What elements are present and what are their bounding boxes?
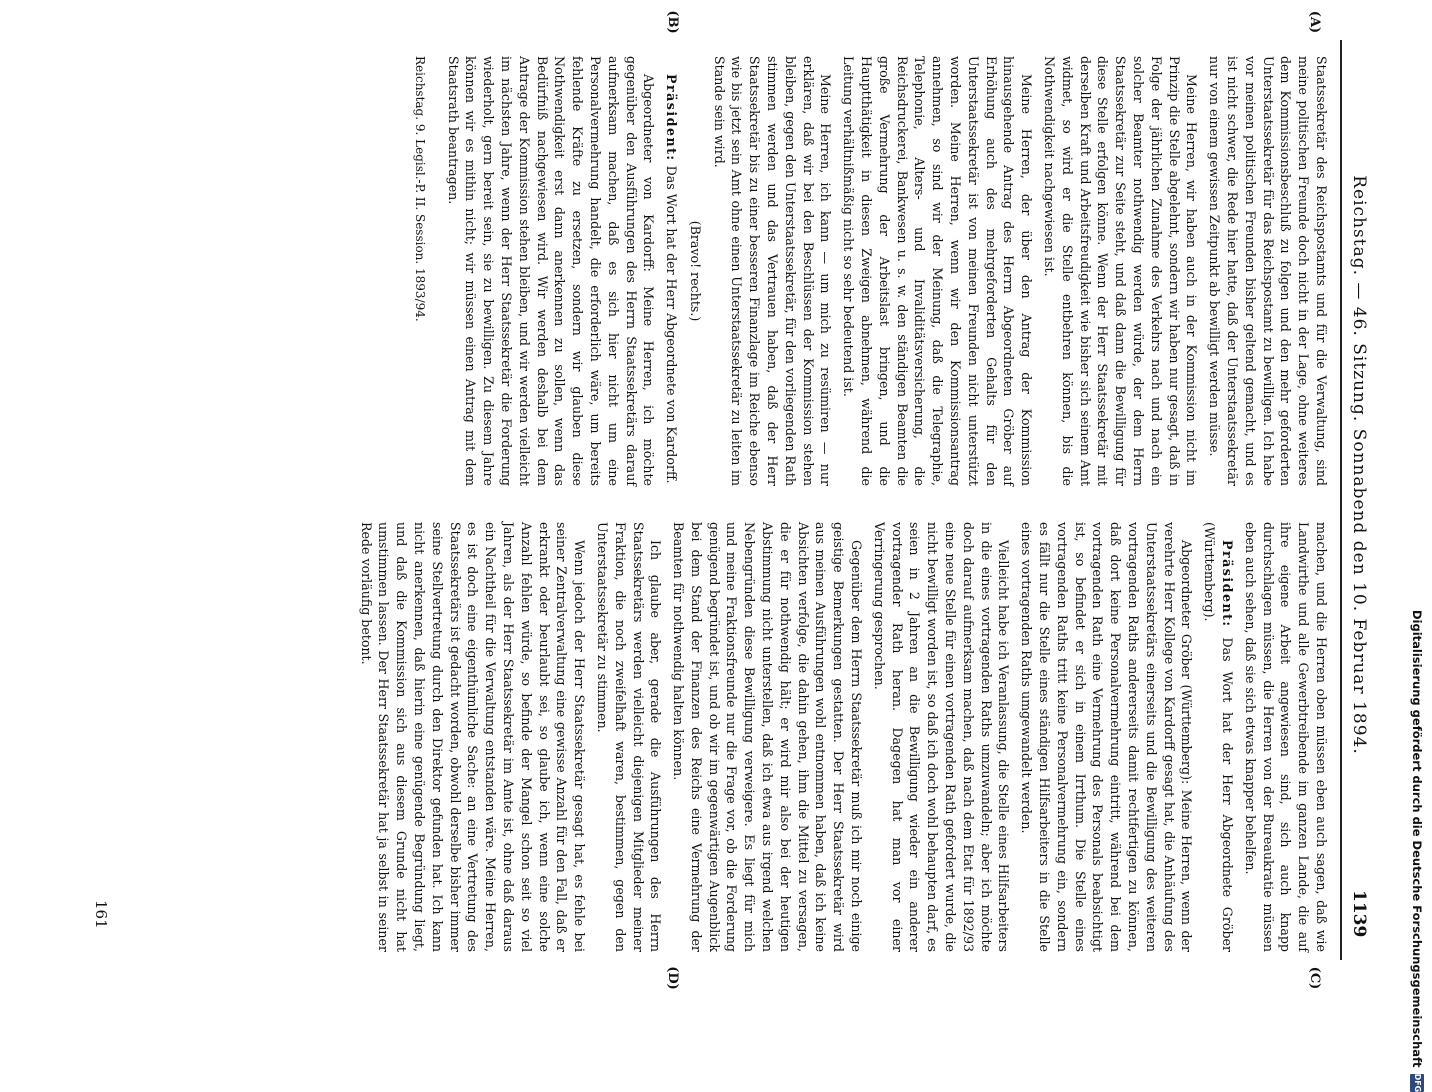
applause-note: (Bravo! rechts.) xyxy=(687,220,703,322)
speaker-label: Präsident: xyxy=(1220,540,1236,628)
margin-letter-c: (C) xyxy=(1307,966,1322,990)
left-paragraph: Meine Herren, ich kann — um mich zu resümiren — nur erklären, daß wir bei den Beschlüssen der Kommission stehen bleiben, gegen den Unterstaatssekretär, für den vorliegenden Rath stimmen werden und das Vertrauen haben, daß der Herr Staatssekretär bis zu einer besseren Finanzlage im Reiche ebenso wie bis jetzt sein Amt ohne einen Unterstaatssekretär zu leiten im Stande sein wird. xyxy=(711,56,834,486)
left-paragraph: Meine Herren, der über den Antrag der Kommission hinausgehende Antrag des Herrn Abgeordneten Gröber auf Erhöhung auch des mehrgeforderten Gehalts für den Unterstaatssekretär ist von meinen Freunden nicht unterstützt worden. Meine Herren, wenn wir den Kommissionsantrag annehmen, so sind wir der Meinung, daß die Telegraphie, Telephonie, Alters- und Invaliditätsversicherung, die Reichsdruckerei, Bankwesen u. s. w. den ständigen Beamten die große Vermehrung der Arbeitslast bringen, und die Hauptthätigkeit in diesen Zweigen abnehmen, während die Leitung verhältnißmäßig nicht so sehr bedeutend ist. xyxy=(841,56,1035,486)
right-paragraph: Vielleicht habe ich Veranlassung, die Stelle eines Hilfsarbeiters in die eines vortragenden Raths umzuwandeln; aber ich möchte doch darauf aufmerksam machen, daß nach dem Etat für 1892/93 eine neue Stelle für einen vortragenden Rath gefordert wurde, die nicht bewilligt worden ist, so daß ich doch wohl behaupten darf, es seien in 2 Jahren an die Bewilligung wieder ein anderer vortragender Rath heran. Dagegen hat man vor einer Verringerung gesprochen. xyxy=(871,522,1012,952)
funding-note xyxy=(1406,610,1428,1092)
right-column xyxy=(150,522,1330,952)
header-title: Reichstag. — 46. Sitzung. Sonnabend den 10. Februar 1894. xyxy=(1349,175,1369,755)
speaker-label: Präsident: xyxy=(664,74,680,162)
funding-strip xyxy=(1402,0,1432,1092)
page-header xyxy=(1344,40,1374,960)
left-paragraph: Staatssekretär des Reichspostamts und für die Verwaltung, sind meine politischen Freunde doch nicht in der Lage, ohne weiteres dem Kommissionsbeschluß zu folgen und den mehr geforderten Unterstaatssekretär für das Reichspostamt zu bewilligen. Ich habe vor meinen politischen Freunden bisher geltend gemacht, und es ist nicht schwer, die Rede hier hatte, daß der Unterstaatssekretär nur von einem gewissen Zeitpunkt ab bewilligt werden müsse. xyxy=(1207,56,1329,486)
header-rule xyxy=(1340,40,1342,960)
president-statement xyxy=(1200,522,1236,952)
margin-letter-a: (A) xyxy=(1307,10,1322,34)
source-line: Reichstag. 9. Legisl.-P. II. Session. 1893/94. xyxy=(412,56,427,322)
margin-letter-d: (D) xyxy=(665,966,680,990)
footer-page-number: 161 xyxy=(92,900,110,929)
left-column xyxy=(150,56,1330,486)
dfg-logo-icon: DFG xyxy=(1410,1074,1424,1092)
right-paragraph: Abgeordneter Gröber (Württemberg): Meine Herren, wenn der verehrte Herr Kollege von Kardorff gesagt hat, die Anhäufung des Unterstaatssekretärs einerseits und die Bewilligung des weiteren vortragenden Raths andererseits damit rechtfertigen zu können, daß dort keine Personalvermehrung eintritt, während bei dem vortragenden Rath eine Vermehrung des Personals beabsichtigt ist, so befindet er sich in einem Irrthum. Die Stelle eines vortragenden Raths tritt keine Personalvermehrung ein, sondern es fällt nur die Stelle eines ständigen Hilfsarbeiters in die Stelle eines vortragenden Raths umgewandelt werden. xyxy=(1019,522,1195,952)
funding-text: Digitalisierung gefördert durch die Deutsche Forschungsgemeinschaft xyxy=(1410,610,1424,1068)
president-text: Das Wort hat der Herr Abgeordnete Gröber (Württemberg). xyxy=(1202,522,1236,952)
right-paragraph: Gegenüber dem Herrn Staatssekretär muß ich mir noch einige geistige Bemerkungen gestatten. Der Herr Staatssekretär wird aus meinen Ausführungen wohl entnommen haben, daß ich keine Absichten verfolge, die dahin gehen, ihm die Mittel zu versagen, die er für nothwendig hält; er wird mir also bei der heutigen Abstimmung nicht unterstellen, daß ich etwa aus irgend welchen Nebengründen diese Bewilligung verweigere. Es liegt für mich und meine Fraktionsfreunde nur die Frage vor, ob die Forderung genügend begründet ist, und ob wir im gegenwärtigen Augenblick bei dem Stand der Finanzen des Reichs eine Vermehrung der Beamten für nothwendig halten können. xyxy=(671,522,865,952)
left-paragraph: Meine Herren, wir haben auch in der Kommission nicht im Prinzip die Stelle abgelehnt, sondern wir haben nur gesagt, daß in Folge der jährlichen Zunahme des Verkehrs nach und nach ein solcher Beamter nothwendig werden würde, der dem Herrn Staatssekretär zur Seite steht, und daß dann die Bewilligung für diese Stelle erfolgen könne. Wenn der Herr Staatssekretär mit derselben Kraft und Arbeitsfreudigkeit wie bisher sich seinem Amt widmet, so wird er die Stelle entbehren können, bis die Nothwendigkeit nachgewiesen ist. xyxy=(1042,56,1200,486)
president-text: Das Wort hat der Herr Abgeordnete von Kardorff. xyxy=(664,165,680,484)
right-paragraph: Wenn jedoch der Herr Staatssekretär gesagt hat, es fehle bei seiner Zentralverwaltung eine gewisse Anzahl für den Fall, daß er erkrankt oder beurlaubt sei, so glaube ich, wenn eine solche Anzahl fehlen würde, so befinde der Mangel schon seit so viel Jahren, als der Herr Staatssekretär im Amte ist, ohne daß daraus ein Nachtheil für die Verwaltung entstanden wäre. Meine Herren, es ist doch eine eigenthümliche Sache: an eine Vertretung des Staatssekretärs ist gedacht worden, obwohl derselbe bisher immer seine Stellvertretung durch den Direktor gefunden hat. Ich kann nicht anerkennen, daß hierin eine genügende Begründung liegt, und daß die Kommission sich aus diesem Grunde nicht hat umstimmen lassen. Der Herr Staatssekretär hat ja selbst in seiner Rede vorläufig betont. xyxy=(358,522,588,952)
header-page-number: 1139 xyxy=(1349,890,1369,938)
right-paragraph: Ich glaube aber, gerade die Ausführungen des Herrn Staatssekretärs werden vielleicht diejenigen Mitglieder meiner Fraktion, die noch zweifelhaft waren, bestimmen, gegen den Unterstaatssekretär zu stimmen. xyxy=(594,522,664,952)
right-paragraph: machen, und die Herren oben müssen eben auch sagen, daß wie Landwirthe und alle Gewerbtreibende im ganzen Lande, die auf ihre eigene Arbeit angewiesen sind, sich auch knapp durchschlagen müssen, die Herren von der Bureaukratie müssen eben auch sehen, daß sie sich etwas knapper behelfen. xyxy=(1242,522,1329,952)
left-paragraph: Abgeordneter von Kardorff: Meine Herren, ich möchte gegenüber den Ausführungen des Herrn Staatssekretärs darauf aufmerksam machen, daß es sich hier nicht um eine Personalvermehrung handelt, die erforderlich wäre, um bereits fehlende Kräfte zu ersetzen, sondern wir glauben diese Nothwendigkeit erst dann anerkennen zu sollen, wenn das Bedürfniß nachgewiesen wird. Wir werden deshalb bei dem Antrage der Kommission stehen bleiben, und wir werden vielleicht im nächsten Jahre, wenn der Herr Staatssekretär die Forderung wiederholt, gern bereit sein, sie zu bewilligen. Zu diesem Jahre können wir es mithin nicht; wir müssen einen Antrag mit dem Staatsrath beantragen. xyxy=(445,56,657,486)
president-statement xyxy=(662,56,680,486)
margin-letter-b: (B) xyxy=(665,10,680,34)
